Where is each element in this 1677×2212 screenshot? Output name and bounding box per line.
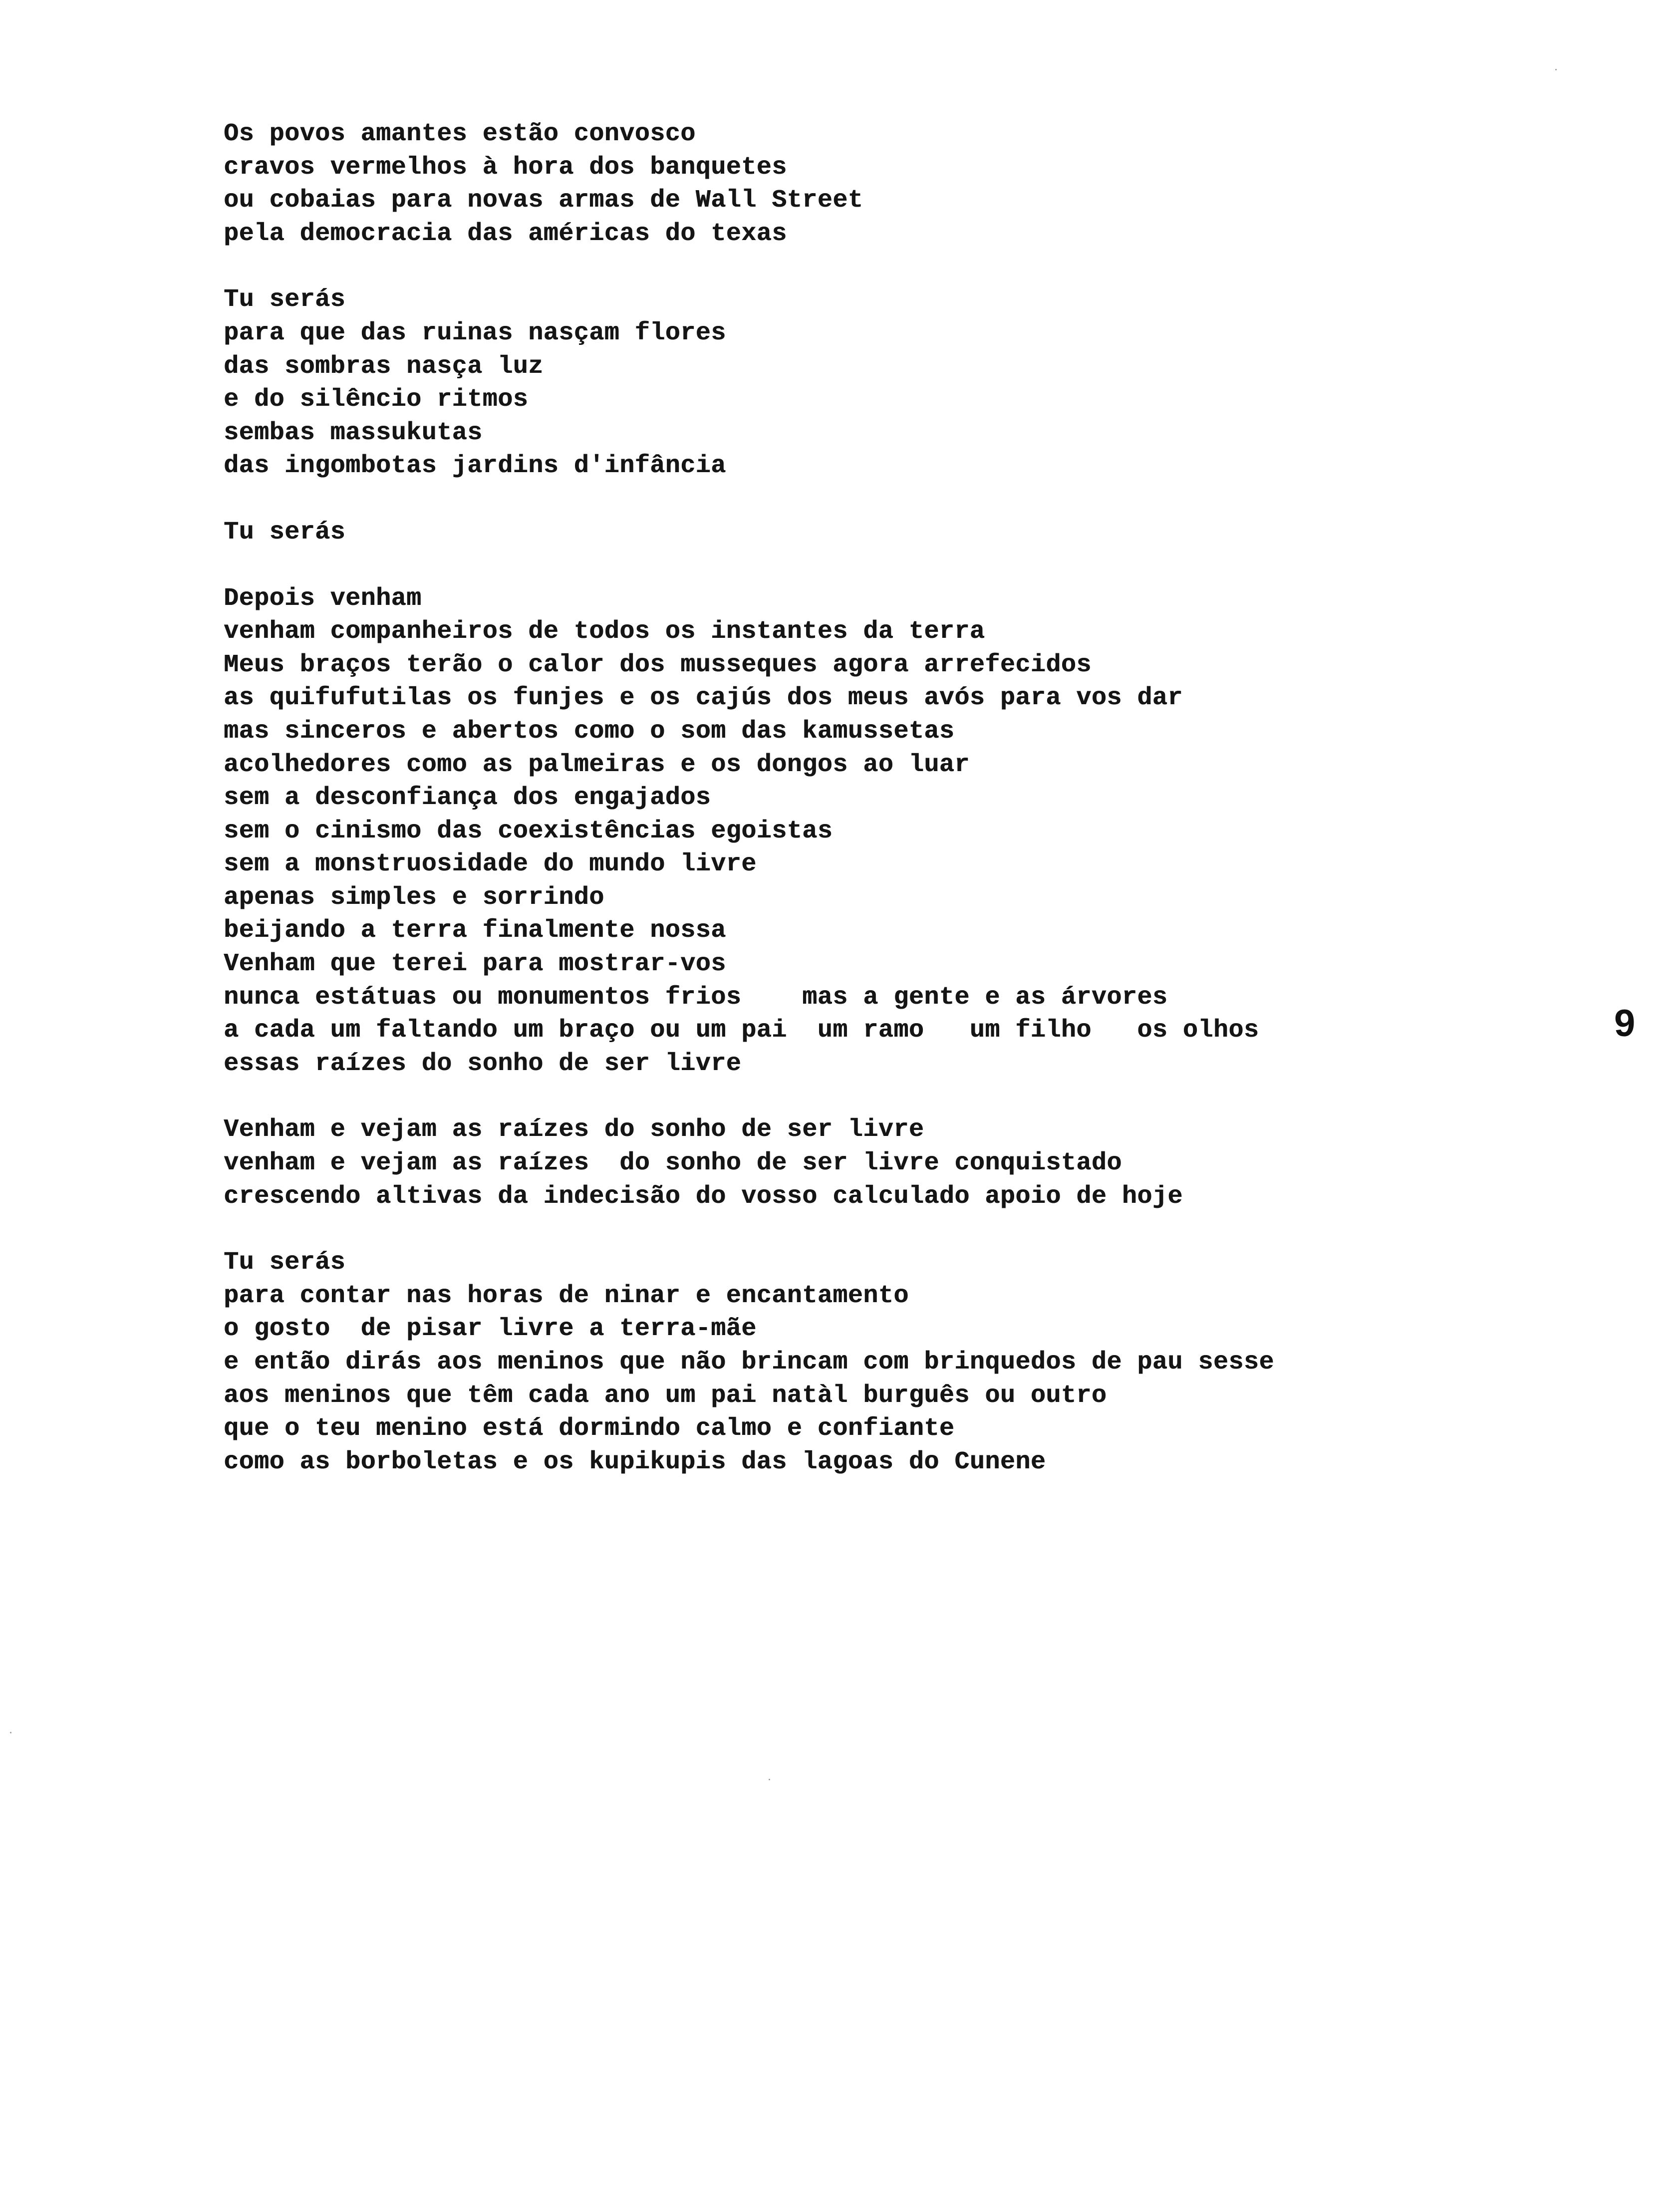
poem-line: Venham e vejam as raízes do sonho de ser livre xyxy=(224,1115,924,1144)
poem-line: das sombras nasça luz xyxy=(224,352,544,381)
poem-line: cravos vermelhos à hora dos banquetes xyxy=(224,153,787,182)
poem-line: e do silêncio ritmos xyxy=(224,385,529,414)
poem-line: Tu serás xyxy=(224,1248,346,1277)
poem-body xyxy=(224,118,1461,1512)
poem-line: o gosto de pisar livre a terra-mãe xyxy=(224,1315,757,1344)
poem-line: das ingombotas jardins d'infância xyxy=(224,452,726,481)
stanza-2 xyxy=(224,283,1461,483)
poem-line: essas raízes do sonho de ser livre xyxy=(224,1049,742,1078)
stanza-4 xyxy=(224,582,1461,1081)
poem-line: acolhedores como as palmeiras e os dongos ao luar xyxy=(224,750,970,779)
poem-line: apenas simples e sorrindo xyxy=(224,883,604,912)
poem-line: sem a desconfiança dos engajados xyxy=(224,784,711,813)
paper-speck xyxy=(769,1779,770,1780)
poem-line: a cada um faltando um braço ou um pai um ramo um filho os olhos xyxy=(224,1016,1259,1045)
poem-line: Tu serás xyxy=(224,518,346,547)
poem-line: ou cobaias para novas armas de Wall Street xyxy=(224,186,863,215)
poem-line: mas sinceros e abertos como o som das kamussetas xyxy=(224,717,955,746)
poem-line: sem o cinismo das coexistências egoistas xyxy=(224,817,833,845)
stanza-6 xyxy=(224,1246,1461,1479)
poem-line: para que das ruinas nasçam flores xyxy=(224,318,726,347)
poem-line: Depois venham xyxy=(224,584,422,613)
poem-line: as quifufutilas os funjes e os cajús dos meus avós para vos dar xyxy=(224,684,1183,713)
stanza-1 xyxy=(224,118,1461,251)
poem-line: como as borboletas e os kupikupis das lagoas do Cunene xyxy=(224,1447,1046,1476)
poem-line: Os povos amantes estão convosco xyxy=(224,120,696,148)
poem-line: sem a monstruosidade do mundo livre xyxy=(224,850,757,879)
paper-speck xyxy=(10,1732,11,1733)
poem-line: Meus braços terão o calor dos musseques agora arrefecidos xyxy=(224,650,1092,679)
poem-line: venham e vejam as raízes do sonho de ser livre conquistado xyxy=(224,1149,1122,1178)
stanza-5 xyxy=(224,1113,1461,1213)
poem-line: pela democracia das américas do texas xyxy=(224,219,787,248)
poem-line: beijando a terra finalmente nossa xyxy=(224,916,726,945)
poem-line: e então dirás aos meninos que não brincam com brinquedos de pau sesse xyxy=(224,1348,1274,1377)
stanza-3 xyxy=(224,516,1461,550)
paper-speck xyxy=(1555,69,1557,70)
poem-line: para contar nas horas de ninar e encantamento xyxy=(224,1281,909,1310)
poem-line: que o teu menino está dormindo calmo e confiante xyxy=(224,1414,955,1443)
poem-line: Tu serás xyxy=(224,285,346,314)
poem-line: sembas massukutas xyxy=(224,418,483,447)
poem-line: aos meninos que têm cada ano um pai natàl burguês ou outro xyxy=(224,1381,1107,1410)
poem-line: nunca estátuas ou monumentos frios mas a gente e as árvores xyxy=(224,983,1168,1012)
poem-line: venham companheiros de todos os instantes da terra xyxy=(224,617,985,646)
poem-line: crescendo altivas da indecisão do vosso calculado apoio de hoje xyxy=(224,1182,1183,1211)
poem-line: Venham que terei para mostrar-vos xyxy=(224,950,726,979)
page-number: 9 xyxy=(1614,1002,1636,1045)
